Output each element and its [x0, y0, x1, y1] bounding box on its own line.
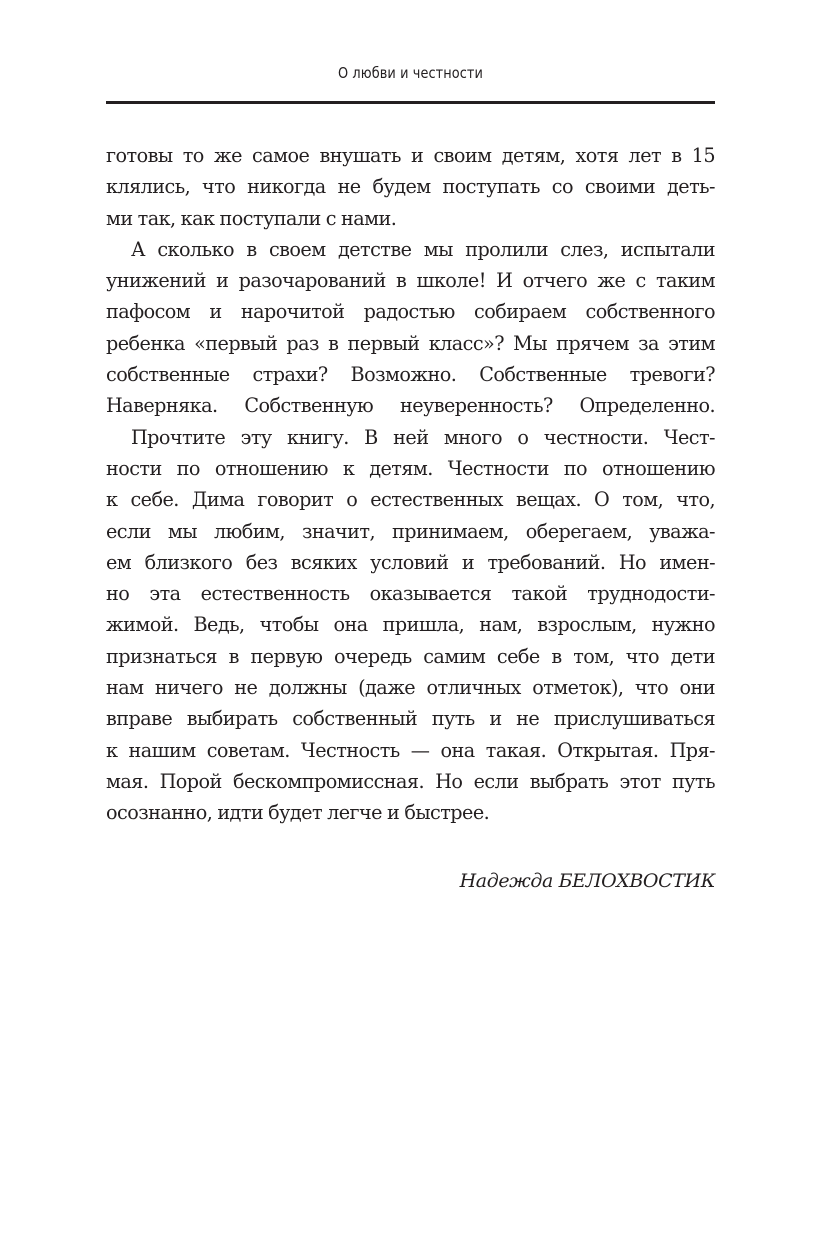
text-line: ем близкого без всяких условий и требований. Но имен- [106, 550, 715, 574]
text-line: Прочтите эту книгу. В ней много о честности. Чест- [131, 425, 715, 449]
text-line: к себе. Дима говорит о естественных вещах. О том, что, [106, 488, 715, 512]
text-line: собственные страхи? Возможно. Собственные тревоги? [106, 363, 715, 387]
text-line: признаться в первую очередь самим себе в том, что дети [106, 644, 715, 668]
text-line: клялись, что никогда не будем поступать со своими деть- [106, 175, 715, 199]
header-rule [106, 101, 715, 104]
text-line: готовы то же самое внушать и своим детям, хотя лет в 15 [106, 144, 715, 167]
text-line: пафосом и нарочитой радостью собираем собственного [106, 300, 715, 324]
text-line: вправе выбирать собственный путь и не прислушиваться [106, 707, 715, 731]
text-line: мая. Порой бескомпромиссная. Но если выбрать этот путь [106, 769, 715, 793]
text-line: А сколько в своем детстве мы пролили слез, испытали [131, 237, 715, 261]
text-line: Наверняка. Собственную неуверенность? Определенно. [106, 394, 715, 418]
running-header: О любви и честности [337, 64, 483, 82]
text-line: ми так, как поступали с нами. [106, 206, 397, 230]
text-line: унижений и разочарований в школе! И отчего же с таким [106, 269, 715, 293]
text-line: ности по отношению к детям. Честности по отношению [106, 456, 715, 480]
author-signature: Надежда БЕЛОХВОСТИК [459, 870, 715, 892]
text-line: ребенка «первый раз в первый класс»? Мы прячем за этим [106, 331, 715, 355]
text-line: нам ничего не должны (даже отличных отметок), что они [106, 676, 715, 700]
text-line: но эта естественность оказывается такой труднодости- [106, 582, 715, 606]
text-line: осознанно, идти будет легче и быстрее. [106, 801, 490, 825]
text-line: жимой. Ведь, чтобы она пришла, нам, взрослым, нужно [106, 613, 715, 637]
text-line: к нашим советам. Честность — она такая. Открытая. Пря- [106, 738, 715, 762]
body-text [106, 140, 715, 829]
text-line: если мы любим, значит, принимаем, оберегаем, уважа- [106, 519, 715, 543]
